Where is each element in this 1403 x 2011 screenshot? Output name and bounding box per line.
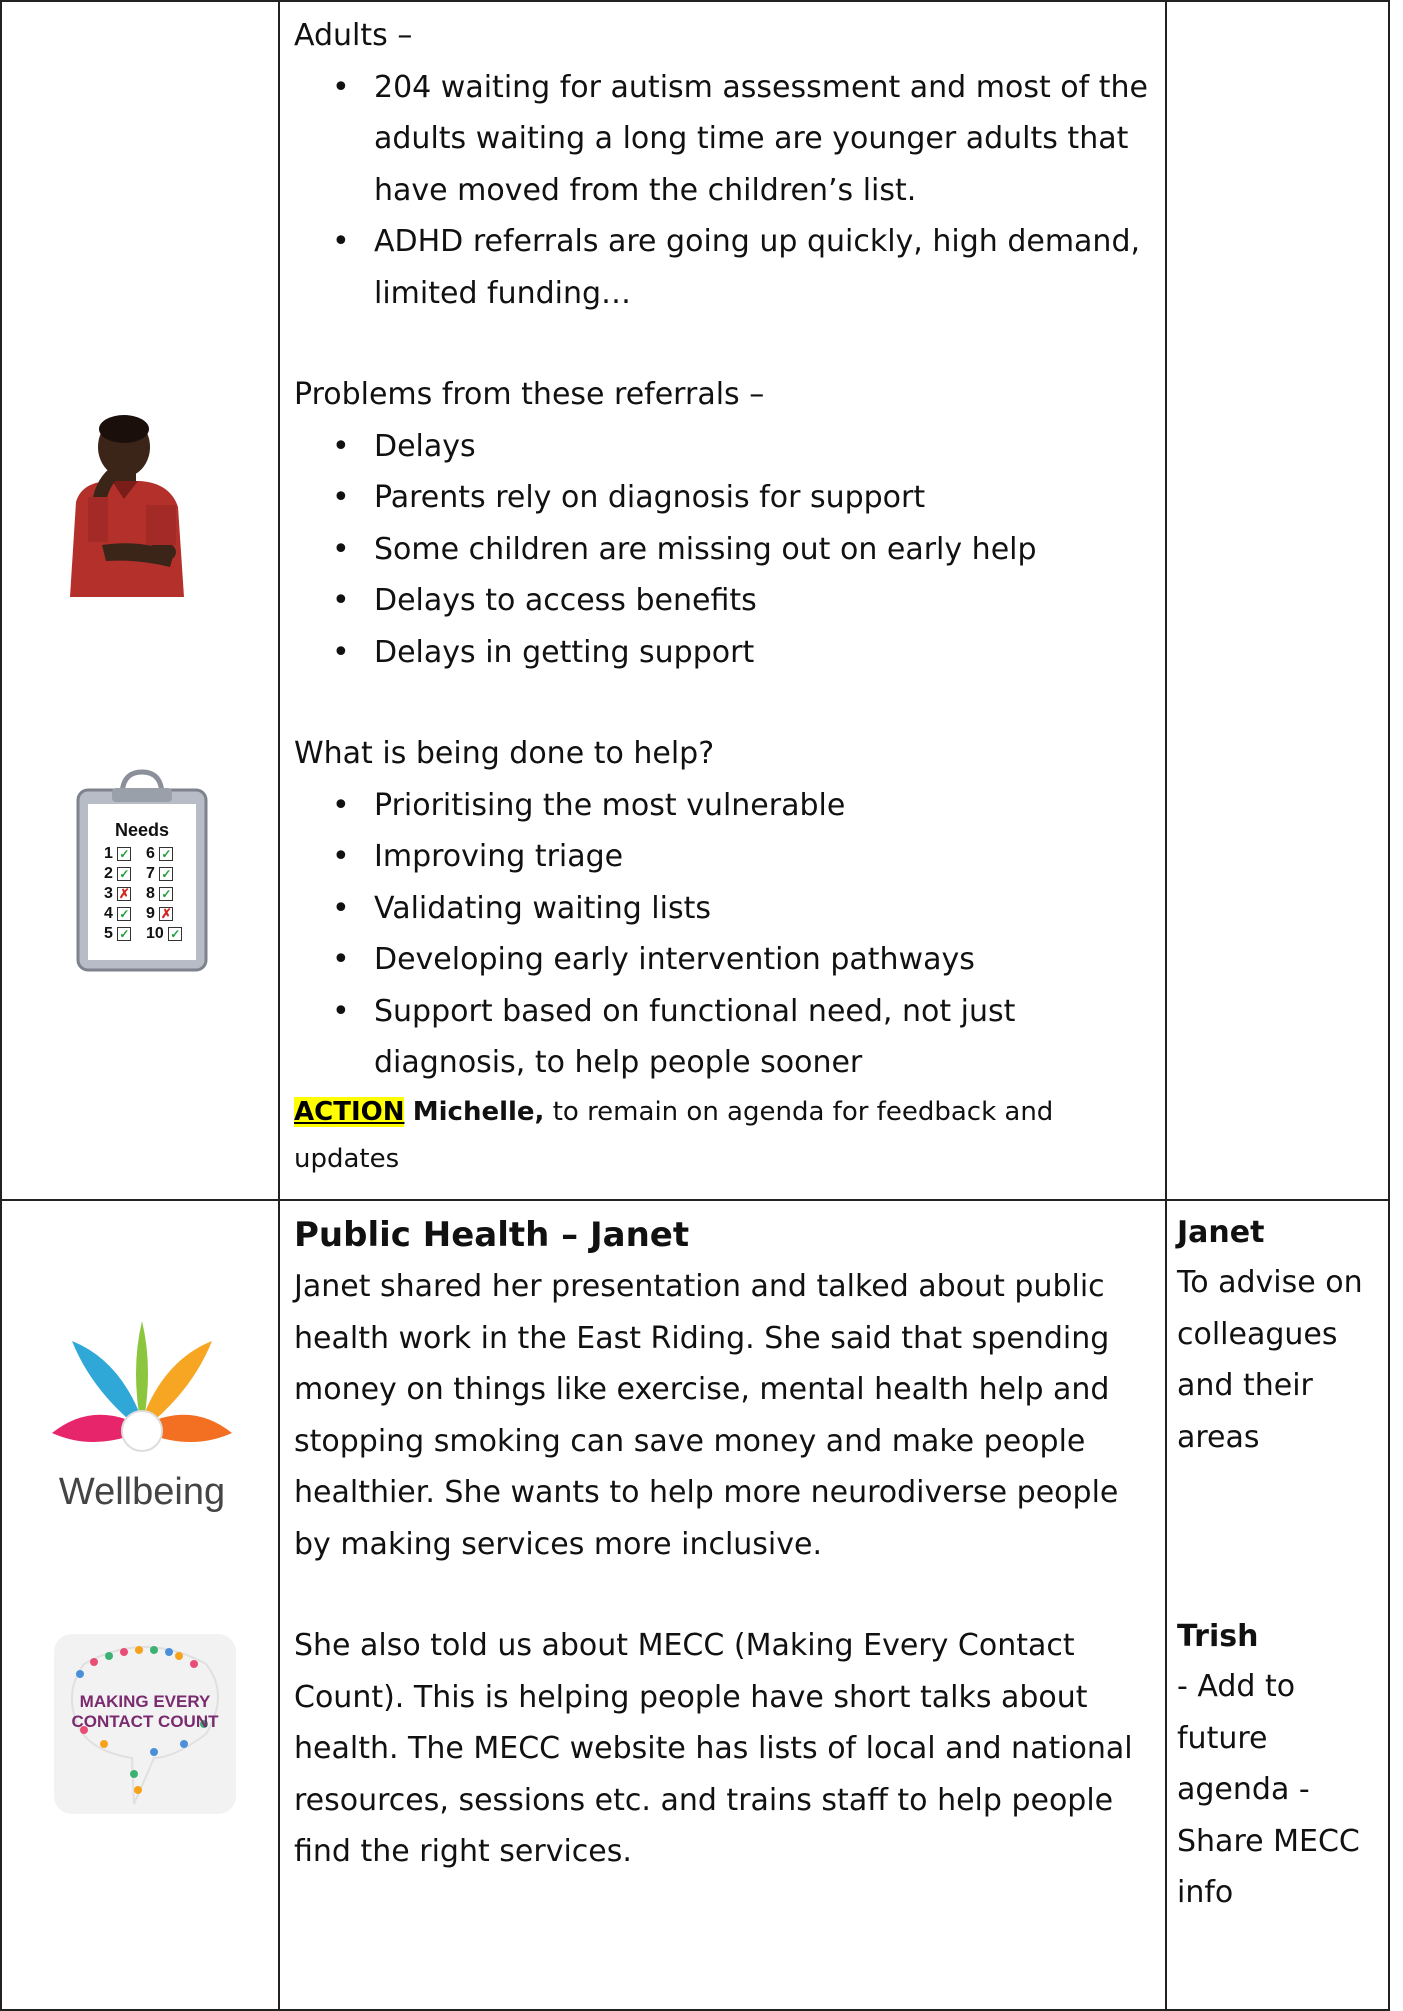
action-text: to remain on agenda for feedback and updates <box>294 1096 1054 1174</box>
mecc-line1: MAKING EVERY <box>79 1692 211 1711</box>
action-owner: Michelle, <box>412 1096 545 1127</box>
clipboard-number: 4 <box>104 905 113 922</box>
clipboard-number: 8 <box>146 885 155 902</box>
action-owner: Janet <box>1177 1215 1265 1250</box>
list-item: • Support based on functional need, not just diagnosis, to help people sooner <box>374 986 1151 1089</box>
checkbox-icon: ✓ <box>161 867 172 881</box>
clipboard-number: 7 <box>146 865 155 882</box>
wellbeing-word: Wellbeing <box>58 1471 226 1513</box>
mecc-logo <box>54 1634 236 1814</box>
action-text: - Add to future agenda -Share MECC info <box>1177 1669 1360 1910</box>
cross-box-icon: ✗ <box>118 886 130 901</box>
help-list <box>294 780 1151 1089</box>
needs-clipboard-picture <box>76 768 208 972</box>
mecc-line2: CONTACT COUNT <box>71 1712 219 1731</box>
clipboard-number: 2 <box>104 865 113 882</box>
checkbox-icon: ✓ <box>119 907 130 921</box>
worried-person-picture <box>62 407 192 597</box>
checkbox-icon: ✓ <box>119 927 130 941</box>
problems-list <box>294 421 1151 679</box>
actions-cell <box>1166 1 1389 1200</box>
list-item: • Delays in getting support <box>374 627 1151 679</box>
clipboard-list-left <box>104 844 131 944</box>
wellbeing-picture <box>52 1321 232 1521</box>
clipboard-title: Needs <box>114 820 170 840</box>
public-health-paragraph: Janet shared her presentation and talked about public health work in the East Riding. She said that spending money on things like exercise, mental health help and stopping smoking can save money and make people healthier. She wants to help more neurodiverse people by making services more inclusive. <box>294 1269 1119 1562</box>
action-tag: ACTION <box>294 1096 405 1127</box>
list-item: • ADHD referrals are going up quickly, high demand, limited funding… <box>374 216 1151 319</box>
mecc-paragraph: She also told us about MECC (Making Every Contact Count). This is helping people have short talks about health. The MECC website has lists of local and national resources, sessions etc. and trains staff to help people find the right services. <box>294 1628 1133 1869</box>
clipboard-list-right <box>146 844 182 944</box>
clipboard-number: 6 <box>146 845 155 862</box>
clipboard-number: 3 <box>104 885 113 902</box>
cross-box-icon: ✗ <box>160 906 172 921</box>
list-item: • Delays to access benefits <box>374 575 1151 627</box>
checkbox-icon: ✓ <box>119 867 130 881</box>
checkbox-icon: ✓ <box>170 927 181 941</box>
list-item: • Developing early intervention pathways <box>374 934 1151 986</box>
problems-heading: Problems from these referrals – <box>294 377 765 412</box>
action-text: To advise on colleagues and their areas <box>1177 1265 1363 1455</box>
list-item: • Improving triage <box>374 831 1151 883</box>
image-cell <box>1 1200 279 2010</box>
table-row <box>1 1200 1389 2010</box>
action-owner: Trish <box>1177 1619 1259 1654</box>
list-item: • Delays <box>374 421 1151 473</box>
action-note <box>294 1089 1151 1183</box>
image-cell <box>1 1 279 1200</box>
notes-cell <box>279 1 1166 1200</box>
help-heading: What is being done to help? <box>294 736 715 771</box>
list-item: • Parents rely on diagnosis for support <box>374 472 1151 524</box>
clipboard-number: 9 <box>146 905 155 922</box>
list-item: • Prioritising the most vulnerable <box>374 780 1151 832</box>
checkbox-icon: ✓ <box>161 847 172 861</box>
actions-cell <box>1166 1200 1389 2010</box>
clipboard-number: 10 <box>146 925 164 942</box>
list-item: • Some children are missing out on early help <box>374 524 1151 576</box>
notes-cell <box>279 1200 1166 2010</box>
section-title: Public Health – Janet <box>294 1215 690 1255</box>
clipboard-number: 5 <box>104 925 113 942</box>
clipboard-number: 1 <box>104 845 113 862</box>
checkbox-icon: ✓ <box>161 887 172 901</box>
adults-list <box>294 62 1151 320</box>
list-item: • Validating waiting lists <box>374 883 1151 935</box>
checkbox-icon: ✓ <box>119 847 130 861</box>
list-item: • 204 waiting for autism assessment and most of the adults waiting a long time are younger adults that have moved from the children’s list. <box>374 62 1151 217</box>
table-row <box>1 1 1389 1200</box>
adults-heading: Adults – <box>294 18 413 53</box>
